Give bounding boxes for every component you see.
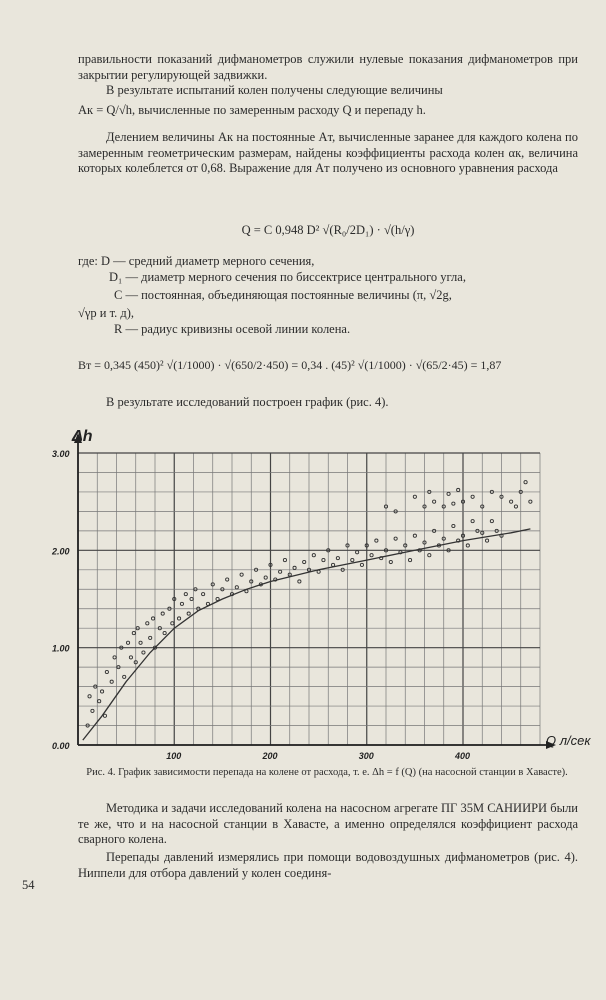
chart-tick-labels [51,449,470,761]
data-point [413,534,416,537]
data-point [126,641,129,644]
data-point [485,539,488,542]
paragraph-4: В результате исследований построен график (рис. 4). [106,395,389,409]
y-tick-label: 3.00 [52,449,70,459]
paragraph-5: Методика и задачи исследований колена на насосном агрегате ПГ 35М САНИИРИ были те же, что и на насосной станции в Хавасте, а именно определялся коэффициент расхода сварного колена. [78,801,578,846]
data-point [322,558,325,561]
figure-caption: Рис. 4. График зависимости перепада на колене от расхода, т. е. Δh = f (Q) (на насосной станции в Хавасте). [86,767,568,778]
data-point [452,502,455,505]
page-number: 54 [22,878,35,892]
data-point [298,580,301,583]
data-point [293,566,296,569]
data-point [226,578,229,581]
data-point [471,495,474,498]
data-point [447,492,450,495]
where-line-3: C — постоянная, объединяющая постоянные величины (π, √2g, [114,288,452,302]
data-point [142,651,145,654]
x-tick-label: 100 [166,751,182,761]
data-point [123,675,126,678]
data-point [146,622,149,625]
data-point [151,617,154,620]
data-point [529,500,532,503]
data-point [370,554,373,557]
x-axis-label: Q л/сек [546,733,591,748]
data-point [433,500,436,503]
data-point [490,520,493,523]
data-point [375,539,378,542]
data-point [187,612,190,615]
data-point [279,570,282,573]
paragraph-1: правильности показаний дифманометров служили нулевые показания дифманометров при закрытии регулирующей задвижки. [78,52,578,82]
data-point [428,554,431,557]
data-point [331,563,334,566]
data-point [389,560,392,563]
data-point [113,656,116,659]
data-point [240,573,243,576]
x-tick-label: 200 [262,751,278,761]
paragraph-3: Делением величины Aк на постоянные Aт, вычисленные заранее для каждого колена по замеренным геометрическим размерам, найдены коэффициенты расхода колен αк, величина которых колеблется от 0,68. Выражение для Aт получено из основного уравнения расхода [78,130,578,175]
data-point [110,680,113,683]
data-point [139,641,142,644]
chart-figure [0,425,595,761]
data-point [413,495,416,498]
data-point [360,563,363,566]
data-point [317,570,320,573]
formula-2: Bт = 0,345 (450)² √(1/1000) · √(650/2·450) = 0,34 . (45)² √(1/1000) · √(65/2·45) = 1,87 [78,358,502,372]
data-point [510,500,513,503]
paragraph-6: Перепады давлений измерялись при помощи водовоздушных дифманометров (рис. 4). Ниппели для отбора давлений у колен соединя- [78,850,578,880]
data-point [91,709,94,712]
data-point [264,576,267,579]
data-point [452,524,455,527]
data-point [105,670,108,673]
data-point [98,700,101,703]
data-point [184,593,187,596]
data-point [408,558,411,561]
data-point [103,714,106,717]
where-line-1: где: D — средний диаметр мерного сечения, [78,254,315,268]
data-point [161,612,164,615]
chart-axes [74,433,556,749]
where-line-4: √γр и т. д), [78,306,134,320]
data-point [524,481,527,484]
y-tick-label: 1.00 [52,643,70,654]
data-point [466,544,469,547]
data-point [132,631,135,634]
y-axis-label: Δh [72,428,93,445]
data-point [206,602,209,605]
data-point [180,602,183,605]
data-point [245,590,248,593]
data-point [351,558,354,561]
paragraph-2: В результате испытаний колен получены следующие величины [106,83,443,97]
data-point [514,505,517,508]
data-point [149,636,152,639]
data-point [457,488,460,491]
data-point [283,558,286,561]
y-tick-label: 0.00 [52,741,70,751]
data-point [303,560,306,563]
data-point [471,520,474,523]
data-point [100,690,103,693]
paragraph-2b: Aк = Q/√h, вычисленные по замеренным расходу Q и перепаду h. [78,103,426,117]
data-point [129,656,132,659]
y-tick-label: 2.00 [52,546,70,557]
data-point [235,586,238,589]
data-point [177,617,180,620]
formula-1: Q = C 0,948 D² √(R₀/2D₁) · √(h/γ) [241,223,415,237]
x-tick-label: 400 [455,751,471,761]
data-point [202,593,205,596]
data-point [163,631,166,634]
where-line-2: D₁ — диаметр мерного сечения по биссектрисе центрального угла, [109,270,466,284]
data-point [190,597,193,600]
data-point [88,695,91,698]
data-point [394,537,397,540]
data-point [171,622,174,625]
data-point [336,557,339,560]
x-tick-label: 300 [358,751,374,761]
data-point [312,554,315,557]
data-point [216,597,219,600]
data-point [356,551,359,554]
where-line-5: R — радиус кривизны осевой линии колена. [114,322,351,336]
